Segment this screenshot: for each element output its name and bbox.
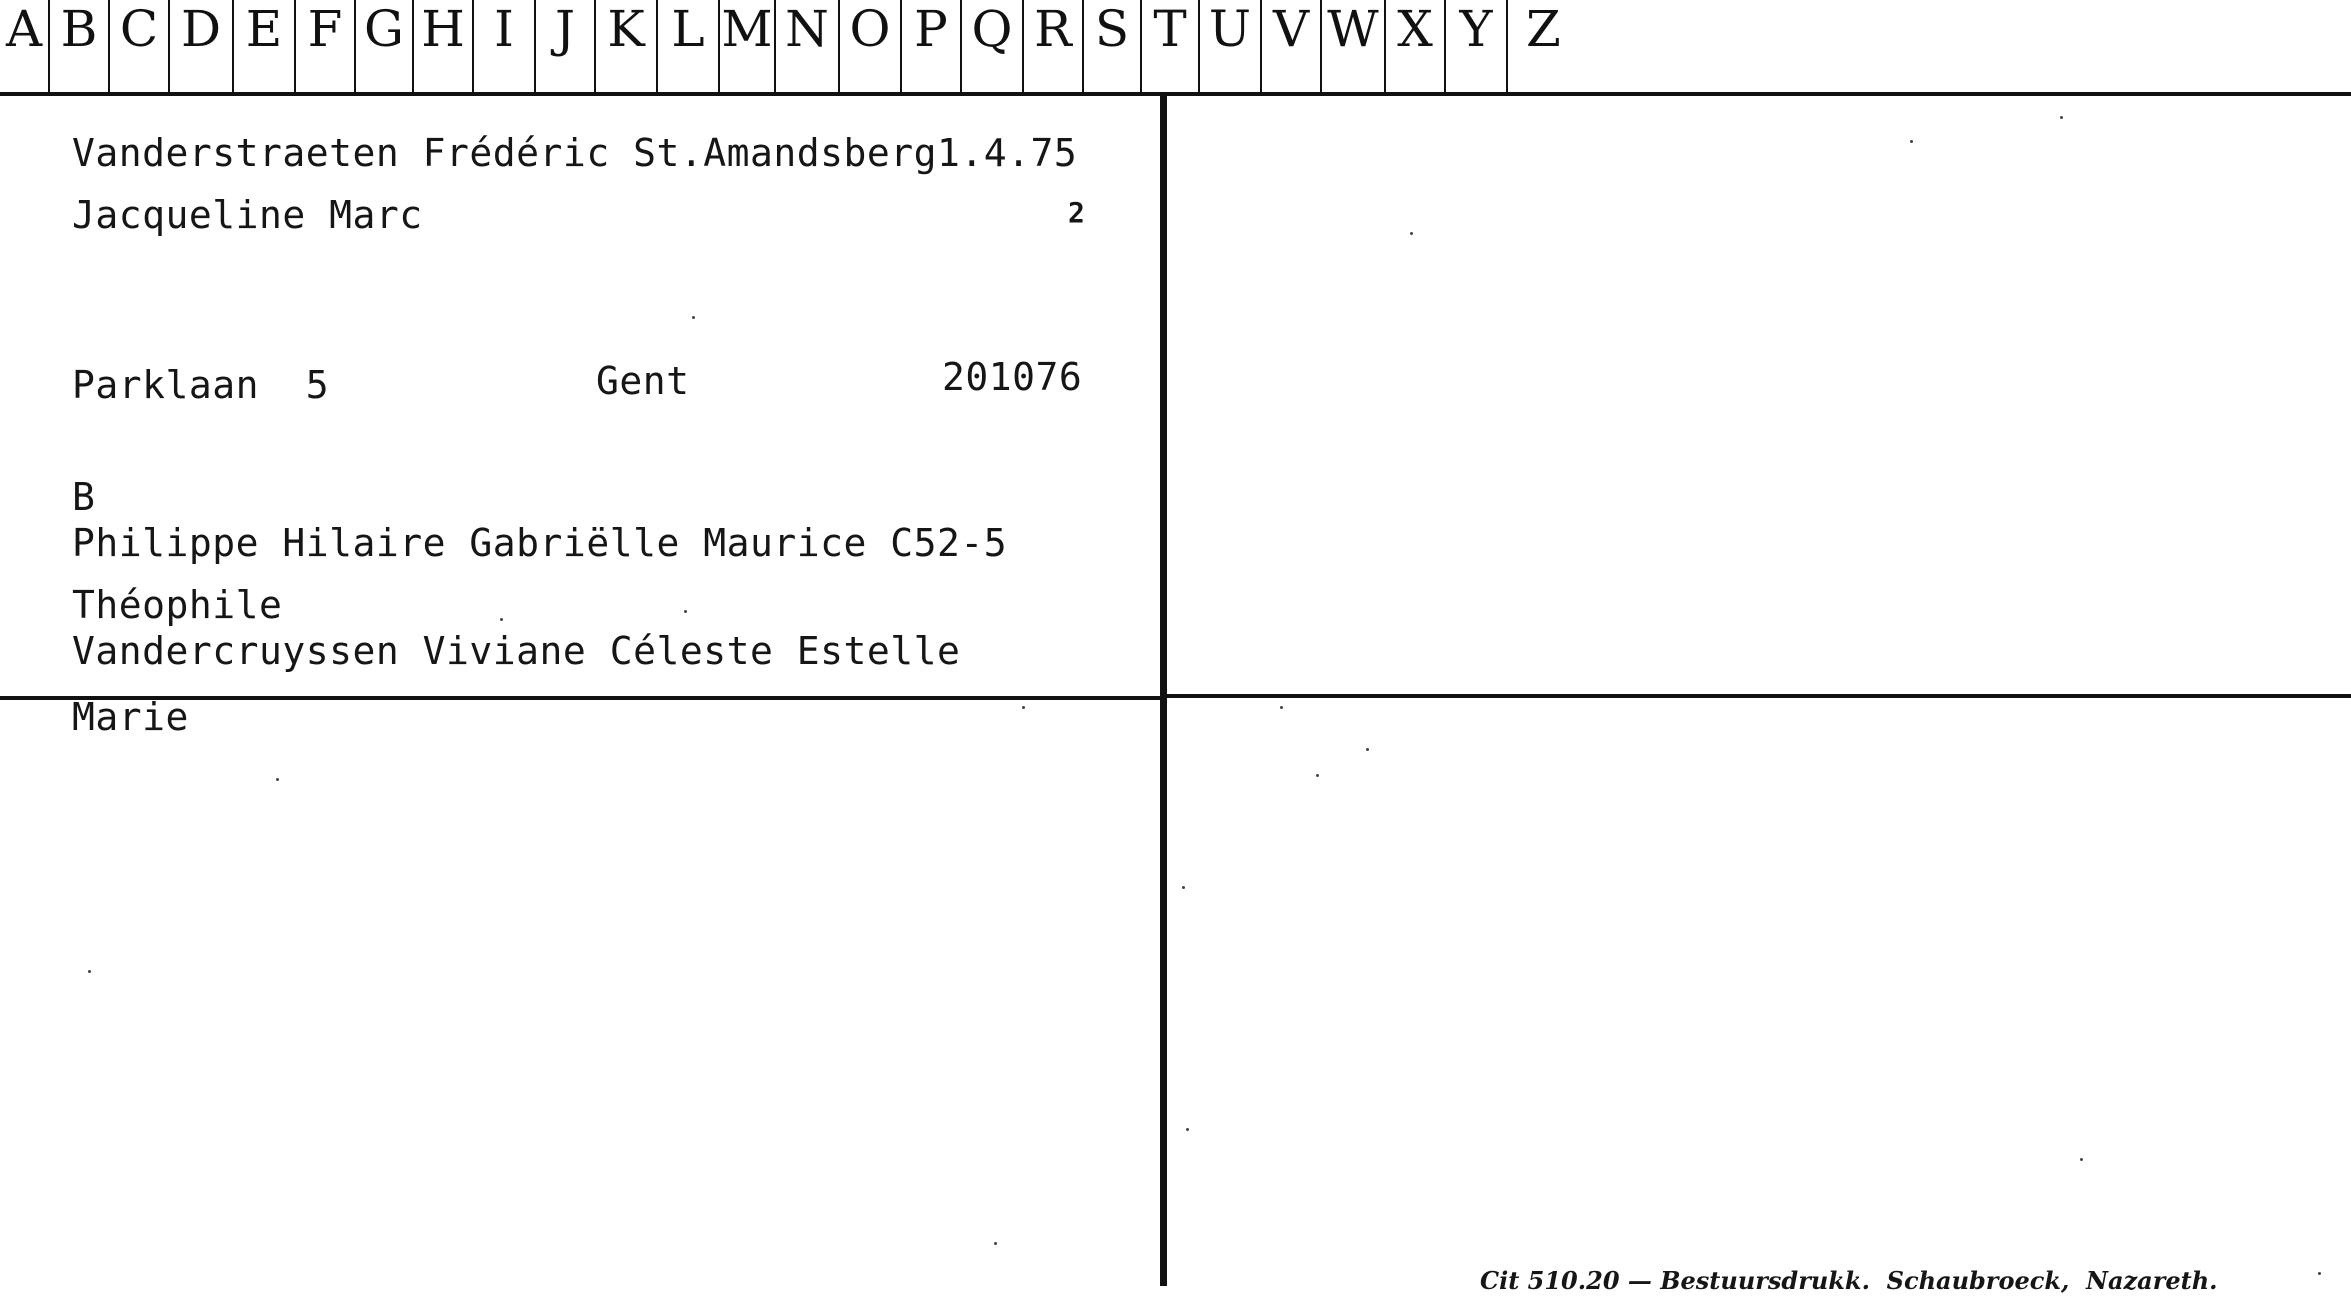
scan-speck	[2318, 1272, 2321, 1275]
alphabet-letter-p: P	[900, 0, 960, 92]
alphabet-header	[0, 0, 2351, 96]
scan-speck	[1182, 886, 1185, 889]
right-horizontal-divider	[1167, 694, 2351, 698]
alphabet-letter-d: D	[168, 0, 232, 92]
scan-speck	[2080, 1158, 2083, 1161]
scan-speck	[1316, 774, 1319, 777]
scan-speck	[88, 970, 91, 973]
scan-speck	[692, 316, 695, 319]
alphabet-letter-k: K	[594, 0, 656, 92]
scan-speck	[500, 618, 503, 621]
alphabet-letter-j: J	[534, 0, 594, 92]
alphabet-letter-f: F	[294, 0, 354, 92]
address-city: Gent	[596, 359, 690, 403]
alphabet-letter-g: G	[354, 0, 412, 92]
scan-speck	[1186, 1128, 1189, 1131]
alphabet-letter-q: Q	[960, 0, 1022, 92]
count-number: 2	[1068, 196, 1085, 229]
spouse-names-line: Vandercruyssen Viviane Céleste Estelle	[72, 629, 961, 673]
alphabet-letter-s: S	[1082, 0, 1140, 92]
alphabet-letter-h: H	[412, 0, 472, 92]
category-letter: B	[72, 475, 96, 519]
parents-line: Jacqueline Marc	[72, 193, 423, 237]
alphabet-letter-i: I	[472, 0, 534, 92]
scan-speck	[994, 1242, 997, 1245]
alphabet-letter-r: R	[1022, 0, 1082, 92]
alphabet-letter-c: C	[108, 0, 168, 92]
name-birthplace-line: Vanderstraeten Frédéric St.Amandsberg1.4.75	[72, 131, 1078, 175]
alphabet-letter-z: Z	[1506, 0, 2351, 92]
scan-speck	[1410, 232, 1413, 235]
scan-speck	[276, 778, 279, 781]
scan-speck	[1910, 140, 1913, 143]
scan-speck	[1280, 706, 1283, 709]
scan-speck	[1022, 706, 1025, 709]
address-street: Parklaan 5	[72, 363, 330, 407]
alphabet-letter-o: O	[838, 0, 900, 92]
alphabet-letter-e: E	[232, 0, 294, 92]
scan-speck	[2060, 116, 2063, 119]
alphabet-letter-w: W	[1320, 0, 1384, 92]
printer-footer: Cit 510.20 — Bestuursdrukk. Schaubroeck, Nazareth.	[1480, 1266, 2218, 1295]
alphabet-letter-t: T	[1140, 0, 1198, 92]
alphabet-letter-v: V	[1260, 0, 1320, 92]
scan-speck	[1366, 748, 1369, 751]
alphabet-letter-x: X	[1384, 0, 1444, 92]
alphabet-letter-m: M	[718, 0, 774, 92]
vertical-divider	[1160, 96, 1167, 1286]
alphabet-letter-b: B	[48, 0, 108, 92]
spouse-names-line-2: Marie	[72, 695, 189, 739]
alphabet-letter-l: L	[656, 0, 718, 92]
child-names-line: Philippe Hilaire Gabriëlle Maurice C52-5	[72, 521, 1008, 565]
alphabet-letter-n: N	[774, 0, 838, 92]
alphabet-letter-a: A	[5, 0, 43, 58]
alphabet-letter-u: U	[1198, 0, 1260, 92]
scan-speck	[684, 610, 687, 613]
alphabet-letter-y: Y	[1444, 0, 1506, 92]
address-code: 201076	[942, 355, 1083, 399]
child-names-line-2: Théophile	[72, 583, 283, 627]
